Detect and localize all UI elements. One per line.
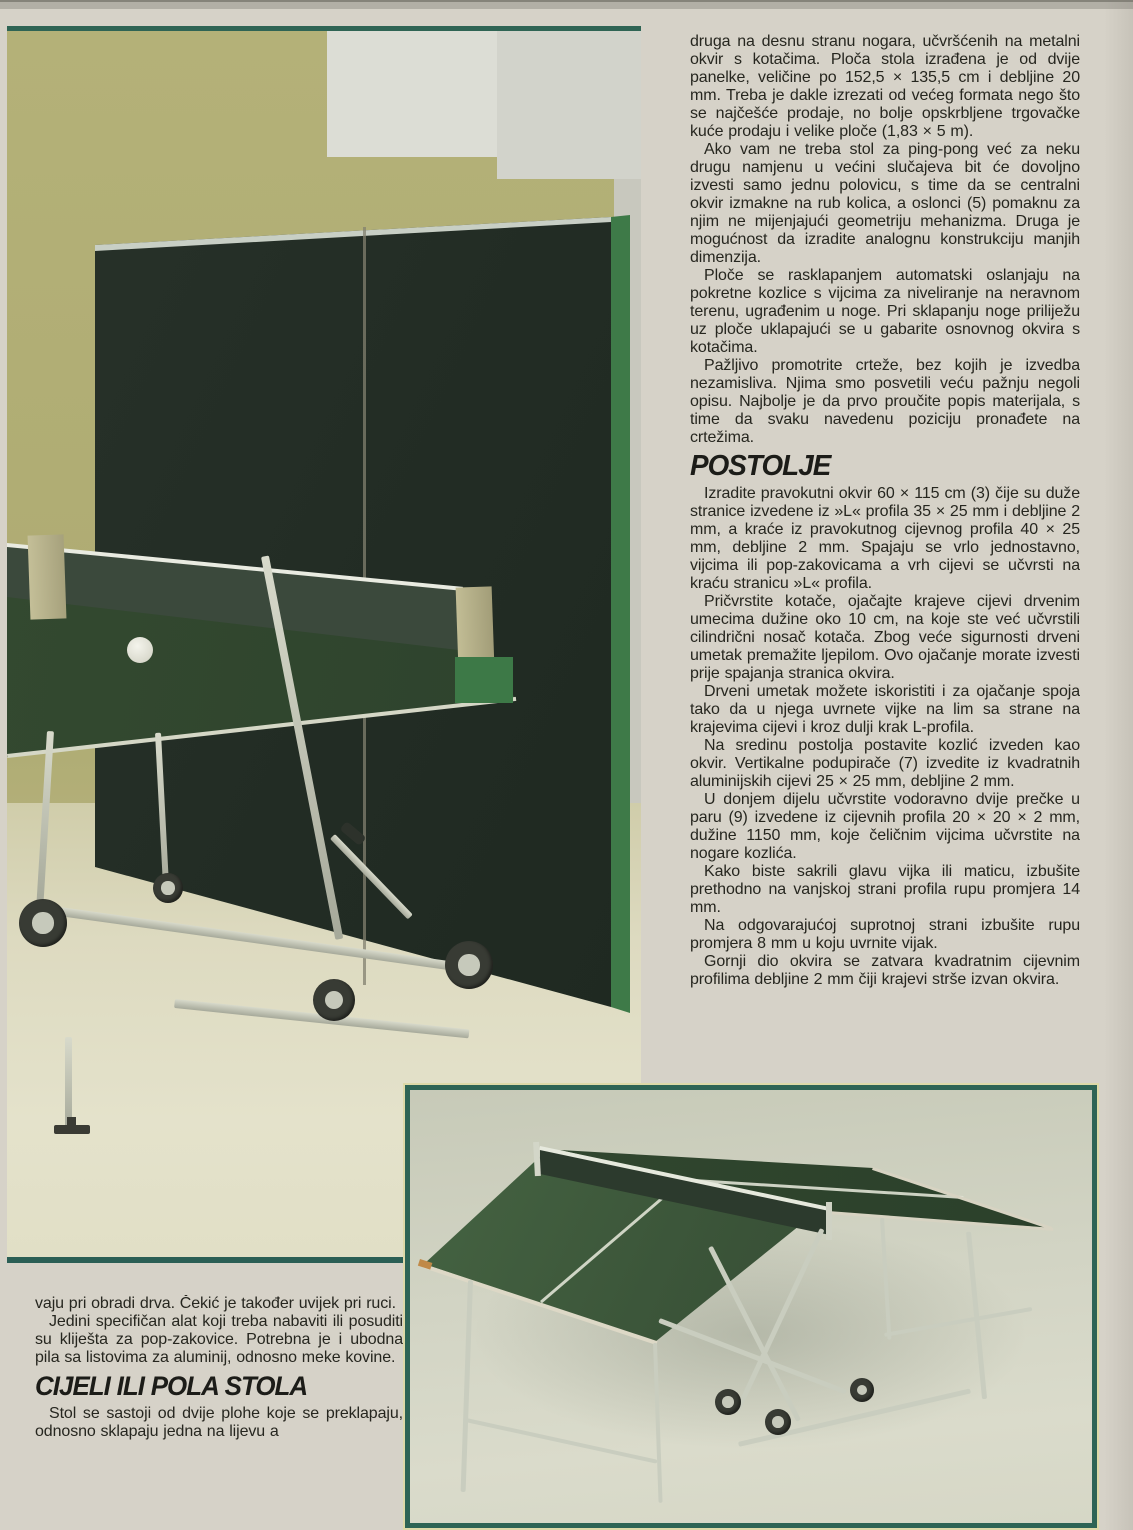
body-paragraph: druga na desnu stranu nogara, učvršćenih na metalni okvir s kotačima. Ploča stola izrađena je od dvije panelke, veličine po 152,5 × 135,5 cm i debljine 20 mm. Treba je dakle izrezati od većeg formata nego što se najčešće prodaje, no bolje opskrbljene trgovačke kuće prodaju i velike ploče (1,83 × 5 m). — [690, 33, 1080, 140]
folded-table-photo — [7, 26, 641, 1263]
body-paragraph: vaju pri obradi drva. Čekić je također uvijek pri ruci. — [35, 1295, 396, 1312]
body-paragraph: Pažljivo promotrite crteže, bez kojih je izvedba nezamisliva. Njima smo posvetili veću pažnju negoli opisu. Najbolje je da prvo proučite popis materijala, s time da svaku navedenu poziciju pronađete na crtežima. — [690, 357, 1080, 446]
postolje-heading: POSTOLJE — [690, 450, 831, 482]
photo1-support-leg — [65, 1037, 72, 1129]
photo1-window — [327, 31, 499, 157]
cijeli-heading: CIJELI ILI POLA STOLA — [35, 1371, 308, 1401]
photo1-window-right — [497, 31, 641, 179]
photo2-net-post-right — [826, 1202, 832, 1240]
photo1-net-post-right — [456, 586, 495, 667]
body-paragraph: Izradite pravokutni okvir 60 × 115 cm (3) čije su duže stranice izvedene iz »L« profila 35 × 25 mm i debljine 2 mm, a kraće iz pravokutnog cijevnog profila 40 × 25 mm, debljine 2 mm. Spajaju se vrlo jednostavno, vijcima ili pop-zakovicama a vrh cijevi se učvrsti na kraću stranicu »L« profila. — [690, 485, 1080, 592]
left-text-column — [35, 1295, 403, 1505]
photo1-leveling-foot — [54, 1125, 90, 1134]
body-paragraph: Ako vam ne treba stol za ping-pong već za neku drugu namjenu u većini slučajeva bit će dovoljno izvesti samo jednu polovicu, s time da se centralni okvir izmakne na rub kolica, a oslonci (5) pomaknu za njim ne mijenjajući geometriju mehanizma. Druga je mogućnost da izradite analognu konstrukciju manjih dimenzija. — [690, 141, 1080, 266]
assembled-table-photo — [405, 1085, 1097, 1528]
photo1-net-clamp — [455, 657, 513, 703]
right-text-column — [690, 33, 1080, 1083]
photo1-caster-wheel — [445, 941, 493, 989]
body-paragraph: Gornji dio okvira se zatvara kvadratnim cijevnim profilima debljine 2 mm čiji krajevi strše izvan okvira. — [690, 953, 1080, 988]
body-paragraph: U donjem dijelu učvrstite vodoravno dvije prečke u paru (9) izvedene iz cijevnih profila 20 × 20 × 2 mm, dužine 1150 mm, koje čeličnim vijcima učvrstite na nogare kozlića. — [690, 791, 1080, 862]
photo1-caster-wheel — [153, 873, 183, 903]
body-paragraph: Na sredinu postolja postavite kozlić izveden kao okvir. Vertikalne podupirače (7) izvedite iz kvadratnih aluminijskih cijevi 25 × 25 mm, debljine 2 mm. — [690, 737, 1080, 790]
page-top-edge-line — [0, 0, 1133, 2]
body-paragraph: Drveni umetak možete iskoristiti i za ojačanje spoja tako da u njega uvrnete vijke na lim sa strane na krajevima cijevi i kroz dulji krak L-profila. — [690, 683, 1080, 736]
body-paragraph: Pričvrstite kotače, ojačajte krajeve cijevi drvenim umecima dužine oko 10 cm, na koje ste već učvrstili cilindrični nosač kotača. Zbog veće sigurnosti drveni umetak premažite ljepilom. Ovo ojačanje morate izvesti prije spajanja stranica okvira. — [690, 593, 1080, 682]
photo1-net-post-left — [28, 534, 67, 619]
body-paragraph: Na odgovarajućoj suprotnoj strani izbušite rupu promjera 8 mm u koju uvrnite vijak. — [690, 917, 1080, 952]
photo1-caster-wheel — [313, 979, 355, 1021]
photo2-caster-wheel — [850, 1378, 874, 1402]
photo2-caster-wheel — [715, 1389, 741, 1415]
photo1-caster-wheel — [19, 899, 67, 947]
body-paragraph: Jedini specifičan alat koji treba nabaviti ili posuditi su kliješta za pop-zakovice. Potrebna je i ubodna pila sa listovima za aluminij, odnosno meke kovine. — [35, 1313, 403, 1366]
photo1-ball — [127, 637, 153, 663]
body-paragraph: Kako biste sakrili glavu vijka ili maticu, izbušite prethodno na vanjskoj strani profila rupu promjera 14 mm. — [690, 863, 1080, 916]
body-paragraph: Stol se sastoji od dvije plohe koje se preklapaju, odnosno sklapaju jedna na lijevu a — [35, 1405, 403, 1440]
page-right-edge — [1104, 0, 1133, 1530]
photo2-caster-wheel — [765, 1409, 791, 1435]
body-paragraph: Ploče se rasklapanjem automatski oslanjaju na pokretne kozlice s vijcima za niveliranje na neravnom terenu, ugrađenim u noge. Pri sklapanju noge priliježu uz ploče uklapajući se u gabarite osnovnog okvira s kotačima. — [690, 267, 1080, 356]
